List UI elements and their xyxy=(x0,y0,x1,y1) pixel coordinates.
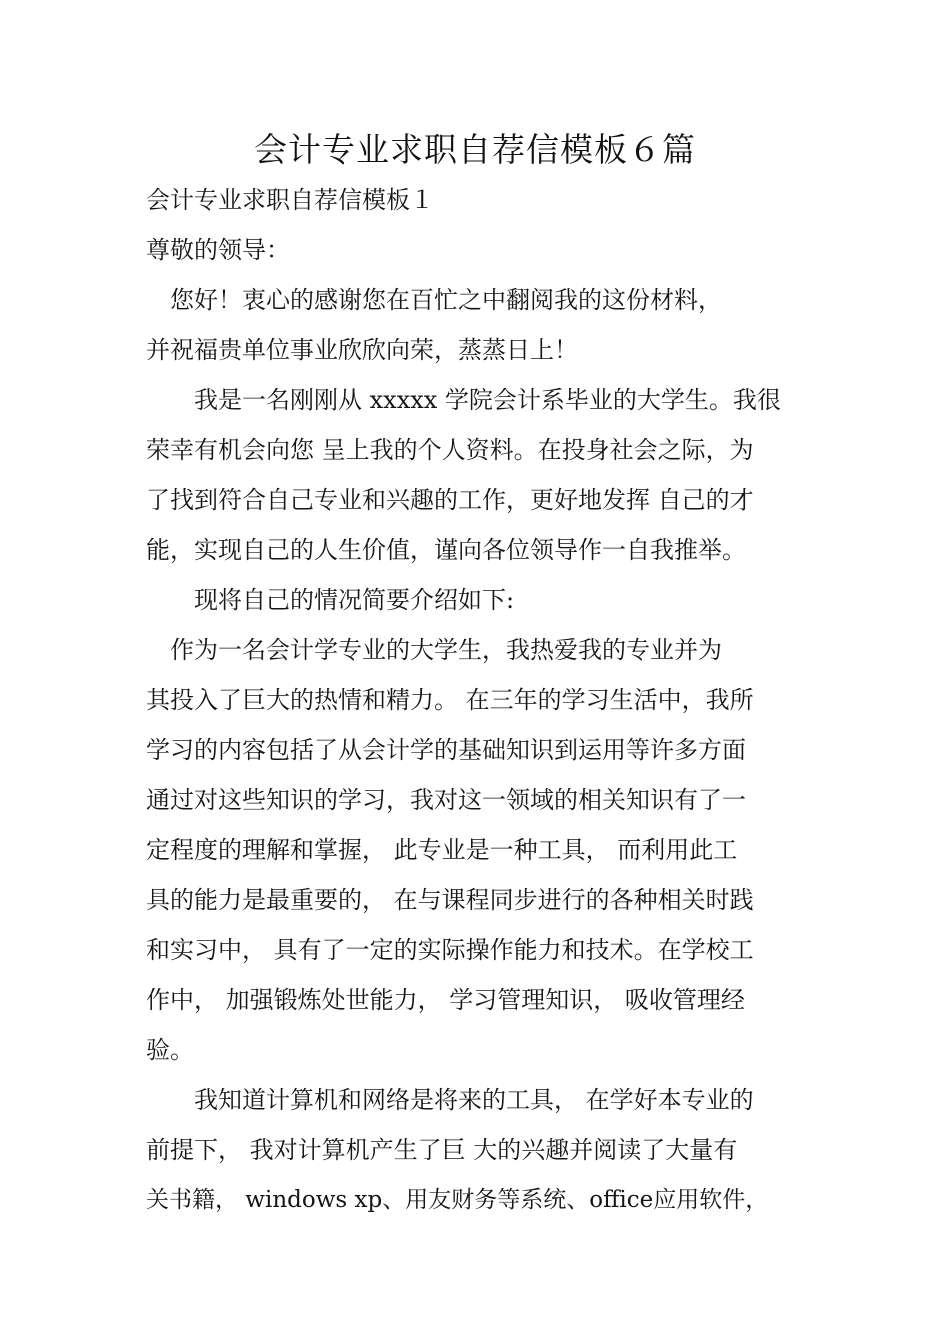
paragraph-line: 其投入了巨大的热情和精力。 在三年的学习生活中，我所 xyxy=(146,686,754,714)
paragraph-line: 具的能力是最重要的， 在与课程同步进行的各种相关时践 xyxy=(146,886,754,914)
paragraph-line: 您好！衷心的感谢您在百忙之中翻阅我的这份材料， xyxy=(146,286,722,314)
paragraph-line: 并祝福贵单位事业欣欣向荣，蒸蒸日上！ xyxy=(146,336,578,364)
salutation: 尊敬的领导： xyxy=(146,236,290,264)
paragraph-line: 前提下， 我对计算机产生了巨 大的兴趣并阅读了大量有 xyxy=(146,1136,738,1164)
paragraph-line: 和实习中， 具有了一定的实际操作能力和技术。在学校工 xyxy=(146,936,754,964)
paragraph-line: 关书籍， windows xp、用友财务等系统、office应用软件， xyxy=(146,1187,769,1213)
paragraph-line: 了找到符合自己专业和兴趣的工作，更好地发挥 自己的才 xyxy=(146,486,754,514)
paragraph-line: 作为一名会计学专业的大学生，我热爱我的专业并为 xyxy=(146,636,722,664)
paragraph-line: 作中， 加强锻炼处世能力， 学习管理知识， 吸收管理经 xyxy=(146,986,745,1014)
section-heading: 会计专业求职自荐信模板１ xyxy=(146,186,434,214)
paragraph-line: 定程度的理解和掌握， 此专业是一种工具， 而利用此工 xyxy=(146,836,738,864)
paragraph-line: 现将自己的情况简要介绍如下: xyxy=(194,586,515,614)
paragraph-line: 通过对这些知识的学习，我对这一领域的相关知识有了一 xyxy=(146,786,746,814)
paragraph-line: 验。 xyxy=(146,1036,194,1064)
paragraph-line: 能，实现自己的人生价值，谨向各位领导作一自我推举。 xyxy=(146,536,746,564)
paragraph-line: 我知道计算机和网络是将来的工具， 在学好本专业的 xyxy=(194,1086,754,1114)
paragraph-line: 学习的内容包括了从会计学的基础知识到运用等许多方面 xyxy=(146,736,746,764)
document-title: 会计专业求职自荐信模板６篇 xyxy=(254,130,696,169)
paragraph-line: 我是一名刚刚从 xxxxx 学院会计系毕业的大学生。我很 xyxy=(194,386,781,414)
paragraph-line: 荣幸有机会向您 呈上我的个人资料。在投身社会之际，为 xyxy=(146,436,754,464)
